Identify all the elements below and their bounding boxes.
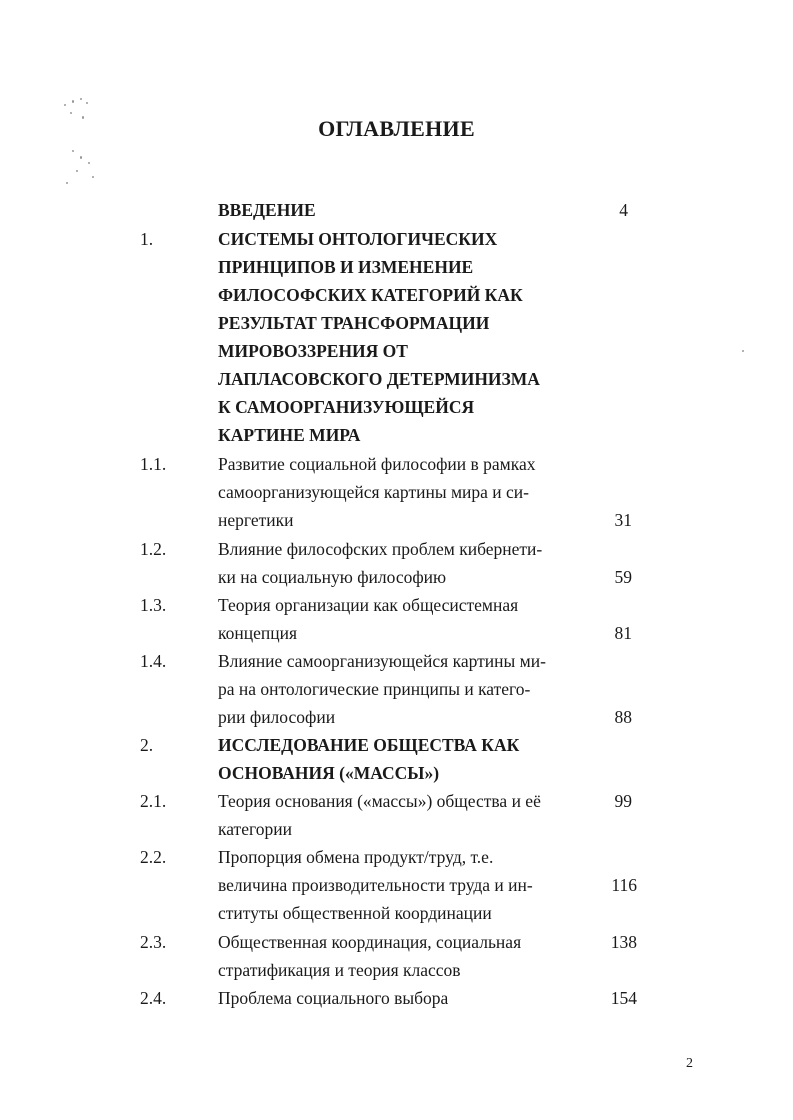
toc-entry-1-4-line: ра на онтологические принципы и катего- xyxy=(218,679,531,699)
toc-entry-2-3-line: стратификация и теория классов xyxy=(218,960,461,980)
toc-entry-2-2-line: Пропорция обмена продукт/труд, т.е. xyxy=(218,847,494,867)
page-title: ОГЛАВЛЕНИЕ xyxy=(318,116,475,141)
toc-entry-2-3-page: 138 xyxy=(610,932,637,952)
toc-entry-2-2-number: 2.2. xyxy=(140,847,167,867)
toc-entry-1-line: ФИЛОСОФСКИХ КАТЕГОРИЙ КАК xyxy=(218,285,523,305)
toc-entry-2-line: ОСНОВАНИЯ («МАССЫ») xyxy=(218,763,440,783)
toc-entry-intro-page: 4 xyxy=(619,200,628,220)
toc-entry-2-1-line: Теория основания («массы») общества и её xyxy=(218,791,541,811)
toc-entry-2-1-line: категории xyxy=(218,819,292,839)
toc-entry-1-line: СИСТЕМЫ ОНТОЛОГИЧЕСКИХ xyxy=(218,229,498,249)
toc-entry-2-4-page: 154 xyxy=(610,988,637,1008)
toc-entry-1-3-page: 81 xyxy=(614,623,632,643)
page-number: 2 xyxy=(686,1056,693,1071)
toc-entry-1-1-line: нергетики xyxy=(218,510,294,530)
toc-entry-2-2-line: ституты общественной координации xyxy=(218,903,492,923)
toc-entry-1-4-page: 88 xyxy=(614,707,632,727)
toc-entry-1-number: 1. xyxy=(140,229,154,249)
toc-entry-1-4-number: 1.4. xyxy=(140,651,167,671)
toc-entry-1-4-line: Влияние самоорганизующейся картины ми- xyxy=(218,651,546,671)
toc-entry-1-2-number: 1.2. xyxy=(140,539,167,559)
toc-entry-intro-title: ВВЕДЕНИЕ xyxy=(218,200,316,220)
toc-entry-1-1-number: 1.1. xyxy=(140,454,167,474)
toc-entry-1-2-line: Влияние философских проблем кибернети- xyxy=(218,539,543,559)
toc-entry-1-1-line: Развитие социальной философии в рамках xyxy=(218,454,536,474)
toc-entry-2-4-number: 2.4. xyxy=(140,988,167,1008)
toc-entry-1-line: ПРИНЦИПОВ И ИЗМЕНЕНИЕ xyxy=(218,257,474,277)
toc-entry-2-2-line: величина производительности труда и ин- xyxy=(218,875,533,895)
toc-entry-2-3-line: Общественная координация, социальная xyxy=(218,932,522,952)
toc-entry-1-3-number: 1.3. xyxy=(140,595,167,615)
toc-entry-1-line: ЛАПЛАСОВСКОГО ДЕТЕРМИНИЗМА xyxy=(218,369,540,389)
toc-entry-2-1-page: 99 xyxy=(614,791,632,811)
toc-entry-2-4-line: Проблема социального выбора xyxy=(218,988,449,1008)
toc-entry-1-1-page: 31 xyxy=(614,510,632,530)
toc-entry-1-3-line: Теория организации как общесистемная xyxy=(218,595,519,615)
toc-entry-1-2-page: 59 xyxy=(614,567,632,587)
toc-entry-1-2-line: ки на социальную философию xyxy=(218,567,447,587)
toc-entry-2-2-page: 116 xyxy=(611,875,637,895)
toc-entry-2-1-number: 2.1. xyxy=(140,791,167,811)
toc-entry-1-3-line: концепция xyxy=(218,623,298,643)
toc-entry-2-line: ИССЛЕДОВАНИЕ ОБЩЕСТВА КАК xyxy=(218,735,520,755)
toc-entry-1-1-line: самоорганизующейся картины мира и си- xyxy=(218,482,529,502)
toc-entry-1-line: РЕЗУЛЬТАТ ТРАНСФОРМАЦИИ xyxy=(218,313,490,333)
toc-entry-2-3-number: 2.3. xyxy=(140,932,167,952)
toc-entry-1-line: КАРТИНЕ МИРА xyxy=(218,425,361,445)
toc-entry-1-4-line: рии философии xyxy=(218,707,336,727)
toc-entry-2-number: 2. xyxy=(140,735,154,755)
toc-entry-1-line: МИРОВОЗЗРЕНИЯ ОТ xyxy=(218,341,408,361)
toc-entry-1-line: К САМООРГАНИЗУЮЩЕЙСЯ xyxy=(218,397,475,417)
